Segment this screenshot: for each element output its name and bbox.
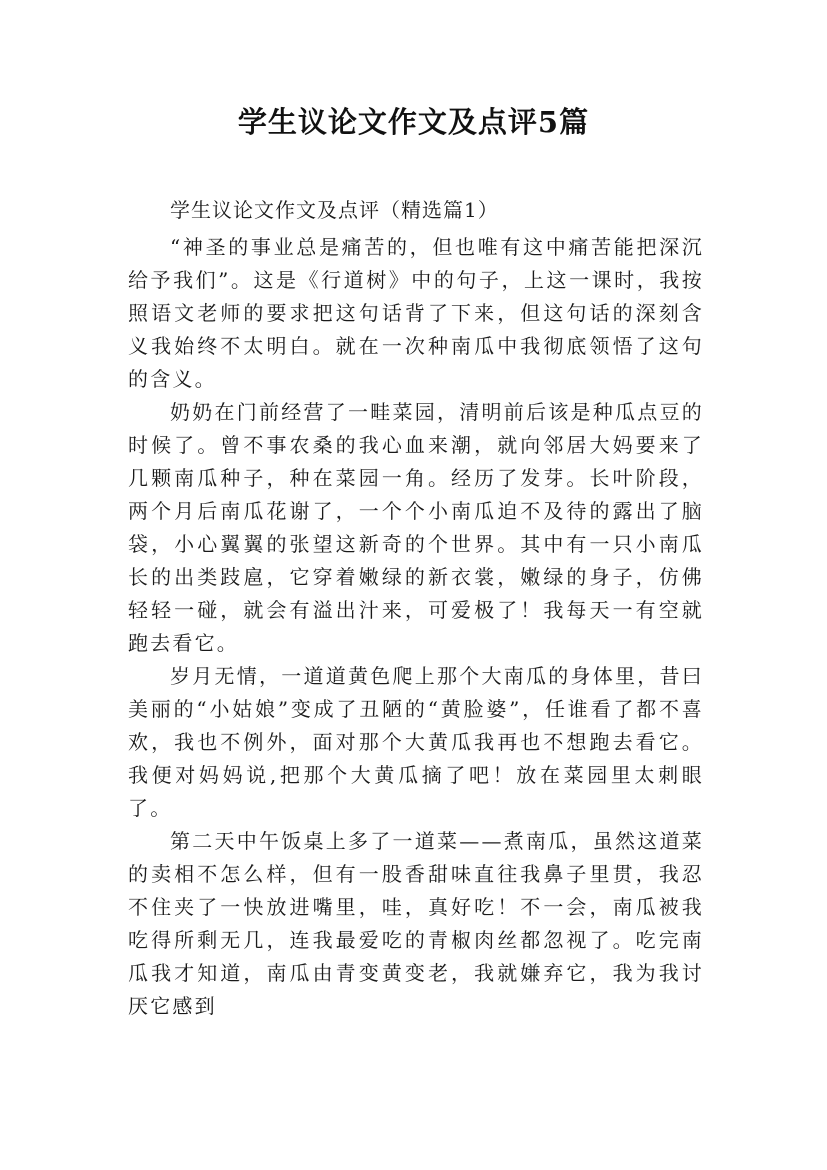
paragraph-3: 岁月无情，一道道黄色爬上那个大南瓜的身体里，昔曰美丽的“小姑娘”变成了丑陋的“黄脸婆”，任谁看了都不喜欢，我也不例外，面对那个大黄瓜我再也不想跑去看它。我便对妈妈说,把那个大黄瓜摘了吧！放在菜园里太刺眼了。 (128, 664, 704, 820)
section-heading: 学生议论文作文及点评（精选篇1） (170, 198, 499, 222)
paragraph-1: “神圣的事业总是痛苦的，但也唯有这中痛苦能把深沉给予我们”。这是《行道树》中的句子，上这一课时，我按照语文老师的要求把这句话背了下来，但这句话的深刻含义我始终不太明白。就在一次种南瓜中我彻底领悟了这句的含义。 (128, 235, 704, 391)
document-body (128, 194, 704, 1023)
document-title: 学生议论文作文及点评5篇 (237, 105, 590, 139)
paragraph-4: 第二天中午饭桌上多了一道菜——煮南瓜，虽然这道菜的卖相不怎么样，但有一股香甜味直往我鼻子里贯，我忍不住夹了一快放进嘴里，哇，真好吃！不一会，南瓜被我吃得所剩无几，连我最爱吃的青椒肉丝都忽视了。吃完南瓜我才知道，南瓜由青变黄变老，我就嫌弃它，我为我讨厌它感到 (128, 829, 704, 1018)
paragraph-2: 奶奶在门前经营了一畦菜园，清明前后该是种瓜点豆的时候了。曾不事农桑的我心血来潮，就向邻居大妈要来了几颗南瓜种子，种在菜园一角。经历了发芽。长叶阶段，两个月后南瓜花谢了，一个个小南瓜迫不及待的露出了脑袋，小心翼翼的张望这新奇的个世界。其中有一只小南瓜长的出类跂扈，它穿着嫩绿的新衣裳，嫩绿的身子，仿佛轻轻一碰，就会有溢出汁来，可爱极了！我每天一有空就跑去看它。 (128, 400, 704, 655)
